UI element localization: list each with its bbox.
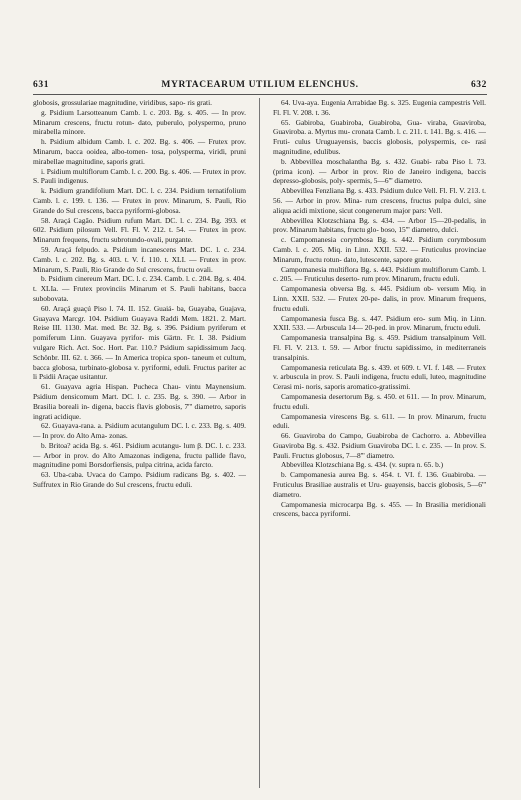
paragraph: 59. Araçá felpudo. a. Psidium incanescens Mart. DC. l. c. 234. Camb. l. c. 202. Bg. s. 403. t. V. f. 110. t. XLI. — Frutex in prov. Minarum, S. Pauli, Rio Grande do Sul crescens, fructu ovali. [33,244,246,274]
paragraph: b. Abbevillea moschalantha Bg. s. 432. Guabi- raba Piso l. 73. (prima icon). — Arbor in prov. Rio de Janeiro indigena, baccis depresso-globosis, poly- spermis, 5—6''' diametro. [273,156,486,186]
paragraph: b. Psidium cinereum Mart. DC. l. c. 234. Camb. l. c. 204. Bg. s. 404. t. XLIa. — Frutex provinciis Minarum et S. Pauli habitans, bacca subobovata. [33,274,246,303]
paragraph: 58. Araçá Cagão. Psidium rufum Mart. DC. l. c. 234. Bg. 393. et 602. Psidium pilosum Vell. Fl. Fl. V. 212. t. 54. — Frutex in prov. Minarum frequens, fructu subrotundo-ovali, purgante. [33,215,246,245]
paragraph: Campomanesia obversa Bg. s. 445. Psidium ob- versum Miq. in Linn. XXII. 532. — Frutex 20-pe- dalis, in prov. Minarum frequens, fructu eduli. [273,284,486,313]
paragraph: Campomanesia desertorum Bg. s. 450. et 611. — In prov. Minarum, fructu eduli. [273,391,486,411]
paragraph: b. Britoa? acida Bg. s. 461. Psidium acutangu- lum β. DC. l. c. 233. — Arbor in prov. do Alto Amazonas indigena, fructu pallide flavo, magnitudine pomi Borsdorfiensis, pulpa citrina, acida farcto. [33,440,246,470]
paragraph: Campomanesia virescens Bg. s. 611. — In prov. Minarum, fructu eduli. [273,411,486,431]
paragraph: 60. Araçá guaçú Piso l. 74. II. 152. Guaiá- ba, Guayaba, Guajava, Guayava Marcgr. 104. Psidium Guayava Raddi Mem. 1821. 2. Mart. Reise III. 1130. Mat. med. Br. 32. Bg. s. 396. Psidium pyriferum et pomiferum Linn. Guayava pyrifor- mis Gärtn. Fr. I. 38. Psidium vulgare Rich. Act. Soc. Hort. Par. 110.? Psidium sapidissimum Jacq. Schönbr. III. 62. t. 366. — In America tropica spon- taneum et cultum, bacca globosa, turbinato-globosa v. pyriformi, eduli. Fructus pariter ac li Psidii Araçae usitantur. [33,303,246,382]
paragraph: Campomanesia microcarpa Bg. s. 455. — In Brasilia meridionali crescens, bacca pyriformi. [273,499,486,519]
column-divider [259,98,260,788]
paragraph: k. Psidium grandifolium Mart. DC. l. c. 234. Psidium ternatifolium Camb. l. c. 199. t. 136. — Frutex in prov. Minarum, S. Pauli, Rio Grande do Sul crescens, bacca pyriformi-globosa. [33,186,246,215]
paragraph: 61. Guayava agria Hispan. Pucheca Chau- vintu Maynensium. Psidium densicomum Mart. DC. l. c. 235. Bg. s. 390. — Arbor in Brasilia boreali in- digena, baccis flavis globosis, 7''' diametro, saporis ingrati acidique. [33,382,246,421]
paragraph: Abbevillea Fenzliana Bg. s. 433. Psidium dulce Vell. Fl. Fl. V. 213. t. 56. — Arbor in prov. Mina- rum crescens, fructus pulpa dulci, sine aliqua acidi mixtione, sicut congenerum major pars: Vell. [273,186,486,215]
page-number-right: 632 [470,80,487,90]
text-columns [33,98,487,788]
left-column [33,98,246,788]
paragraph: Abbevillea Klotzschiana Bg. s. 434. (v. supra n. 65. b.) [281,460,444,470]
paragraph: 62. Guayava-rana. a. Psidium acutangulum DC. l. c. 233. Bg. s. 409. — In prov. do Alto Ama- zonas. [33,421,246,441]
paragraph: g. Psidium Larsotteanum Camb. l. c. 203. Bg. s. 405. — In prov. Minarum crescens, fructu rotun- dato, puberulo, polyspermo, pruno mirabella minore. [33,107,246,137]
paragraph: b. Campomanesia aurea Bg. s. 454. t. VI. f. 136. Guabiroba. — Fruticulus Brasiliae australis et Uru- guayensis, baccis globosis, 5—6''' diametro. [273,470,486,499]
paragraph: 66. Guaviroba do Campo, Guabiroba de Cachorro. a. Abbevillea Guaviroba Bg. s. 432. Psidium Guaviroba DC. l. c. 235. — In prov. S. Pauli. Fructus globosus, 7—8''' diametro. [273,431,486,460]
header-rule [33,94,487,95]
paragraph: globosis, grossulariae magnitudine, viridibus, sapo- ris grati. [33,98,212,107]
paragraph: Campomanesia reticulata Bg. s. 439. et 609. t. VI. f. 148. — Frutex v. arbuscula in prov. S. Pauli indigena, fructu eduli, luteo, magnitudine Cerasi mi- noris, saporis aromatico-gratissimi. [273,362,486,392]
paragraph: 64. Uva-aya. Eugenia Arrabidae Bg. s. 325. Eugenia campestris Vell. Fl. Fl. V. 208. t. 36. [273,98,486,117]
page-number-left: 631 [33,80,50,90]
right-column [273,98,486,788]
paragraph: 63. Uba-caba. Uvaca do Campo. Psidium radicans Bg. s. 402. — Suffrutex in Rio Grande do Sul crescens, fructu eduli. [33,470,246,490]
paragraph: Campomanesia fusca Bg. s. 447. Psidium ero- sum Miq. in Linn. XXII. 533. — Arbuscula 14— 20-ped. in prov. Minarum, fructu eduli. [273,313,486,333]
running-title: MYRTACEARUM UTILIUM ELENCHUS. [161,80,359,90]
paragraph: i. Psidium multiflorum Camb. l. c. 200. Bg. s. 406. — Frutex in prov. S. Pauli indigenus. [33,166,246,186]
paragraph: c. Campomanesia corymbosa Bg. s. 442. Psidium corymbosum Camb. l. c. 205. Miq. in Linn. XXII. 532. — Fruticulus provinciae Minarum, fructu rotun- dato, lutescente, sapore grato. [273,235,486,264]
paragraph: Campomanesia transalpina Bg. s. 459. Psidium transalpinum Vell. Fl. Fl. V. 213. t. 59. — Arbor fructu sapidissimo, in mediterraneis transalpinis. [273,333,486,362]
paragraph: Abbevillea Klotzschiana Bg. s. 434. — Arbor 15—20-pedalis, in prov. Minarum habitans, fructu glo- boso, 15''' diametro, dulci. [273,215,486,235]
paragraph: Campomanesia multiflora Bg. s. 443. Psidium multiflorum Camb. l. c. 205. — Fruticulus deserto- rum prov. Minarum, fructu eduli. [273,264,486,284]
page-header [33,80,487,94]
paragraph: 65. Gabiroba, Guabiroba, Guabiroba, Gua- viraba, Guaviroba, Guaviroba. a. Myrtus mu- cronata Camb. l. c. 211. t. 141. Bg. s. 416. — Fruti- culus Uruguayensis, baccis globosis, polyspermis, ce- rasi magnitudine, edulibus. [273,117,486,156]
paragraph: h. Psidium albidum Camb. l. c. 202. Bg. s. 406. — Frutex prov. Minarum, bacca ooidea, albo-tomen- tosa, polysperma, viridi, pruni mirabellae magnitudine, saporis grati. [33,137,246,166]
